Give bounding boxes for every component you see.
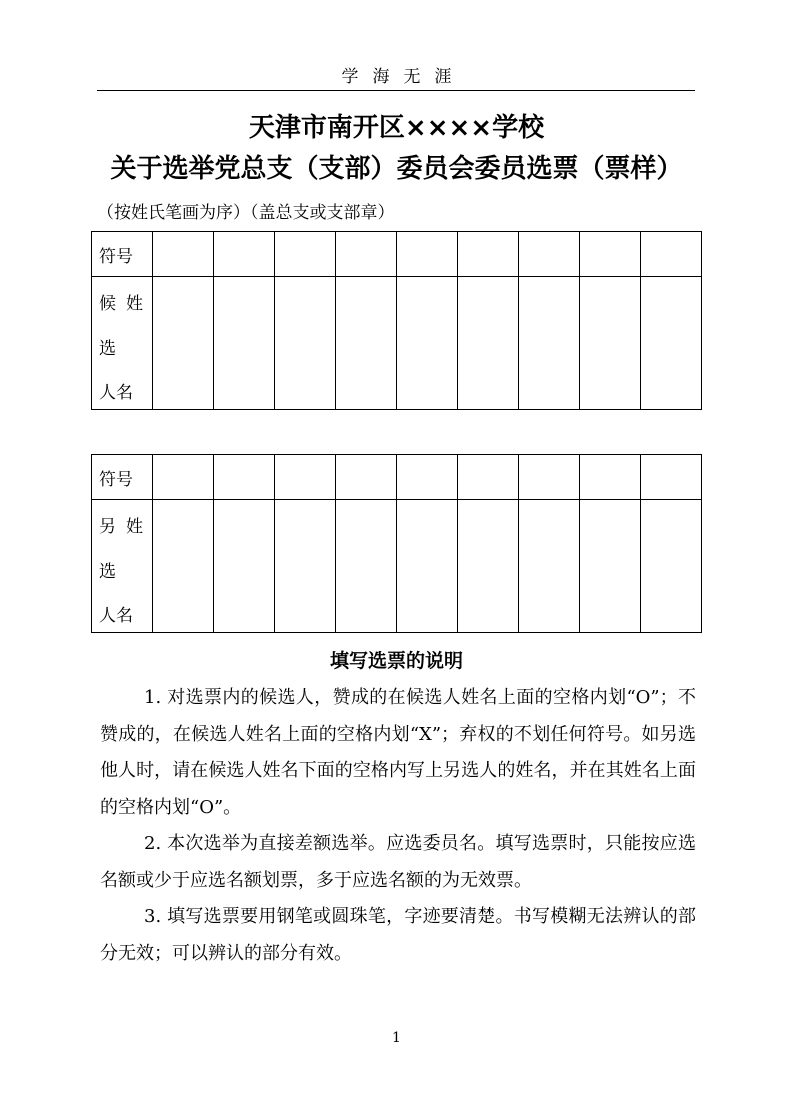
write-in-name-cell[interactable] [641, 500, 702, 633]
candidate-name-cell [458, 277, 519, 410]
document-title-line1: 天津市南开区××××学校 [248, 113, 545, 143]
write-in-name-cell[interactable] [519, 500, 580, 633]
candidate-name-cell [275, 277, 336, 410]
write-in-name-label-line2: 选 [99, 562, 116, 582]
symbol-cell[interactable] [336, 232, 397, 277]
write-in-name-cell[interactable] [214, 500, 275, 633]
symbol-cell[interactable] [641, 232, 702, 277]
symbol-cell[interactable] [458, 455, 519, 500]
symbol-cell[interactable] [397, 232, 458, 277]
instruction-paragraph-3: 3. 填写选票要用钢笔或圆珠笔，字迹要清楚。书写模糊无法辨认的部分无效；可以辨认的部分有效。 [100, 906, 696, 964]
symbol-cell[interactable] [214, 455, 275, 500]
symbol-row [92, 232, 702, 277]
instructions-title: 填写选票的说明 [329, 650, 463, 672]
symbol-cell[interactable] [580, 232, 641, 277]
instruction-paragraph-2: 2. 本次选举为直接差额选举。应选委员名。填写选票时，只能按应选名额或少于应选名额划票，多于应选名额的为无效票。 [100, 833, 696, 891]
candidate-name-label [92, 277, 153, 410]
symbol-cell[interactable] [275, 455, 336, 500]
write-in-ballot-table [91, 454, 702, 633]
candidate-name-label-line2: 选 [99, 339, 116, 359]
symbol-cell[interactable] [153, 232, 214, 277]
symbol-cell[interactable] [458, 232, 519, 277]
symbol-cell[interactable] [275, 232, 336, 277]
candidate-name-label-line1: 候姓 [99, 294, 153, 314]
symbol-cell[interactable] [641, 455, 702, 500]
symbol-cell[interactable] [214, 232, 275, 277]
symbol-cell[interactable] [519, 455, 580, 500]
write-in-name-row [92, 500, 702, 633]
write-in-name-cell[interactable] [458, 500, 519, 633]
candidate-name-cell [519, 277, 580, 410]
write-in-name-cell[interactable] [580, 500, 641, 633]
write-in-name-cell[interactable] [275, 500, 336, 633]
write-in-name-cell[interactable] [397, 500, 458, 633]
write-in-name-cell[interactable] [336, 500, 397, 633]
instruction-paragraph-1: 1. 对选票内的候选人，赞成的在候选人姓名上面的空格内划“O”；不赞成的，在候选人姓名上面的空格内划“X”；弃权的不划任何符号。如另选他人时，请在候选人姓名下面的空格内写上另选人的姓名，并在其姓名上面的空格内划“O”。 [100, 687, 696, 818]
symbol-label: 符号 [92, 232, 153, 277]
symbol-cell[interactable] [397, 455, 458, 500]
write-in-name-label-line3: 人名 [99, 606, 133, 626]
symbol-cell[interactable] [580, 455, 641, 500]
instructions-body [100, 680, 696, 972]
candidate-name-cell [336, 277, 397, 410]
write-in-name-cell[interactable] [153, 500, 214, 633]
candidate-name-cell [214, 277, 275, 410]
symbol-cell[interactable] [519, 232, 580, 277]
candidate-name-cell [580, 277, 641, 410]
document-title-line2: 关于选举党总支（支部）委员会委员选票（票样） [110, 154, 683, 184]
write-in-name-label-line1: 另姓 [99, 517, 153, 537]
candidate-ballot-table [91, 231, 702, 410]
write-in-name-label [92, 500, 153, 633]
candidate-name-cell [153, 277, 214, 410]
candidate-name-cell [641, 277, 702, 410]
candidate-name-label-line3: 人名 [99, 383, 133, 403]
symbol-cell[interactable] [153, 455, 214, 500]
candidate-name-cell [397, 277, 458, 410]
page-number: 1 [392, 1030, 401, 1046]
symbol-row [92, 455, 702, 500]
symbol-label: 符号 [92, 455, 153, 500]
candidate-name-row [92, 277, 702, 410]
header-rule [97, 90, 695, 91]
page-header: 学海无涯 [341, 67, 466, 87]
symbol-cell[interactable] [336, 455, 397, 500]
ballot-subtitle: （按姓氏笔画为序）（盖总支或支部章） [97, 203, 395, 223]
